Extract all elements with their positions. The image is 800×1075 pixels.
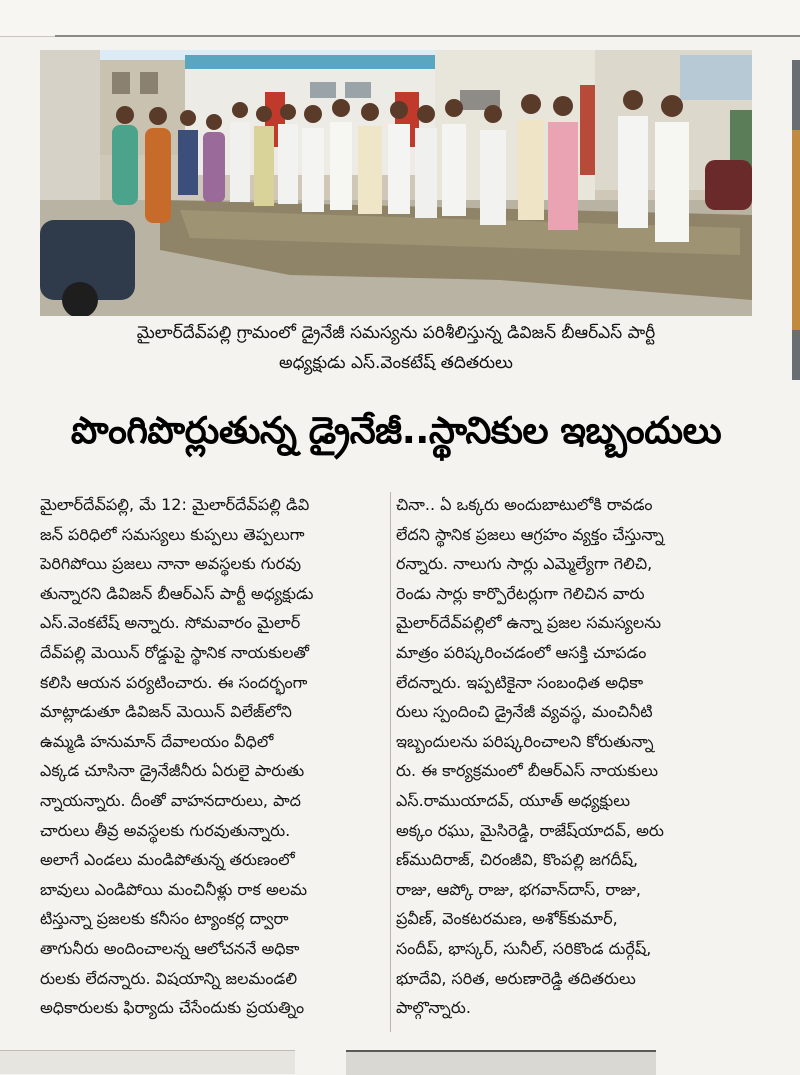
- article-line: ఎస్.వెంకటేష్ అన్నారు. సోమవారం మైలార్: [40, 613, 301, 633]
- article-line: మైలార్‌దేవ్‌పల్లిలో ఉన్నా ప్రజల సమస్యలను: [396, 613, 661, 633]
- article-line: ఇబ్బందులను పరిష్కరించాలని కోరుతున్నా: [396, 731, 654, 751]
- article-line: మాట్లాడుతూ డివిజన్ మెయిన్ విలేజ్‌లోని: [40, 702, 292, 722]
- article-line: తాగునీరు అందించాలన్న ఆలోచననే అధికా: [40, 938, 300, 958]
- article-line: లేదని స్థానిక ప్రజలు ఆగ్రహం వ్యక్తం చేస్తున్నా: [396, 524, 664, 544]
- next-article-edge-left: [0, 1050, 295, 1074]
- article-headline: పొంగిపొర్లుతున్న డ్రైనేజీ..స్థానికుల ఇబ్బందులు: [70, 409, 722, 452]
- article-line: టిస్తున్నా ప్రజలకు కనీసం ట్యాంకర్ల ద్వారా: [40, 909, 289, 929]
- article-line: చారులు తీవ్ర అవస్థలకు గురవుతున్నారు.: [40, 820, 291, 840]
- article-line: రులకు లేదన్నారు. విషయాన్ని జలమండలి: [40, 968, 298, 988]
- previous-page-strip: [0, 0, 800, 37]
- article-line: అధికారులకు ఫిర్యాదు చేసేందుకు ప్రయత్నిం: [40, 998, 305, 1018]
- photo-caption: [40, 318, 752, 378]
- article-line: ఎస్.రాముయాదవ్, యూత్ అధ్యక్షులు: [396, 790, 631, 810]
- adjacent-article-edge-accent: [792, 130, 800, 330]
- article-line: సందీప్, భాస్కర్, సునీల్, సరికొండ దుర్గేష్,: [396, 938, 652, 958]
- article-line: ఎక్కడ చూసినా డ్రైనేజీనీరు ఏరులై పారుతు: [40, 761, 305, 781]
- article-line: కలిసి ఆయన పర్యటించారు. ఈ సందర్భంగా: [40, 672, 308, 692]
- article-line: దేవ్‌పల్లి మెయిన్ రోడ్డుపై స్థానిక నాయకులతో: [40, 642, 310, 662]
- caption-line-2: అధ్యక్షుడు ఎస్.వెంకటేష్ తదితరులు: [279, 353, 513, 373]
- article-line: చినా.. ఏ ఒక్కరు అందుబాటులోకి రావడం: [396, 495, 653, 514]
- next-article-edge-right: [346, 1050, 656, 1075]
- article-line: తున్నారని డివిజన్ బీఆర్ఎస్ పార్టీ అధ్యక్షుడు: [40, 583, 314, 603]
- column-divider: [390, 492, 391, 1032]
- article-line: బావులు ఎండిపోయి మంచినీళ్లు రాక అలమ: [40, 879, 308, 899]
- top-rule: [55, 35, 800, 37]
- article-line: రులు స్పందించి డ్రైనేజీ వ్యవస్థ, మంచినీటి: [396, 702, 653, 722]
- article-line: మాత్రం పరిష్కరించడంలో ఆసక్తి చూపడం: [396, 642, 647, 662]
- article-line: లేదన్నారు. ఇప్పటికైనా సంబంధిత అధికా: [396, 672, 644, 692]
- article-line: అక్కం రఘు, మైసిరెడ్డి, రాజేష్‌యాదవ్, అరు: [396, 820, 664, 840]
- article-line: జన్ పరిధిలో సమస్యలు కుప్పలు తెప్పలుగా: [40, 524, 305, 544]
- photo-icon: [40, 50, 752, 316]
- article-column-right: [396, 490, 746, 1023]
- article-column-left: [40, 490, 390, 1023]
- article-line: పాల్గొన్నారు.: [396, 998, 471, 1018]
- article-line: ప్రవీణ్, వెంకటరమణ, అశోక్‌కుమార్,: [396, 909, 618, 929]
- article-line: న్నాయన్నారు. దీంతో వాహనదారులు, పాద: [40, 790, 301, 810]
- article-line: రెండు సార్లు కార్పొరేటర్లుగా గెలిచిన వారు: [396, 583, 645, 603]
- article-line: రు. ఈ కార్యక్రమంలో బీఆర్ఎస్ నాయకులు: [396, 761, 659, 781]
- article-line: భూదేవి, సరిత, అరుణారెడ్డి తదితరులు: [396, 968, 636, 988]
- article-line: మైలార్‌దేవ్‌పల్లి, మే 12: మైలార్‌దేవ్‌పల్లి డివి: [40, 495, 310, 514]
- caption-line-1: మైలార్‌దేవ్‌పల్లి గ్రామంలో డ్రైనేజీ సమస్యను పరిశీలిస్తున్న డివిజన్ బీఆర్ఎస్ పార్టీ: [136, 323, 656, 343]
- news-photo: [40, 50, 752, 316]
- article-line: పెరిగిపోయి ప్రజలు నానా అవస్థలకు గురవు: [40, 554, 302, 574]
- article-line: రన్నారు. నాలుగు సార్లు ఎమ్మెల్యేగా గెలిచి,: [396, 554, 653, 574]
- article-line: అలాగే ఎండలు మండిపోతున్న తరుణంలో: [40, 850, 295, 870]
- article-line: ఉమ్మడి హనుమాన్ దేవాలయం వీధిలో: [40, 731, 274, 751]
- article-line: ణ్‌ముదిరాజ్, చిరంజీవి, కొంపల్లి జగదీష్,: [396, 850, 639, 870]
- article-line: రాజు, ఆప్కో రాజు, భగవాన్‌దాస్, రాజు,: [396, 879, 641, 899]
